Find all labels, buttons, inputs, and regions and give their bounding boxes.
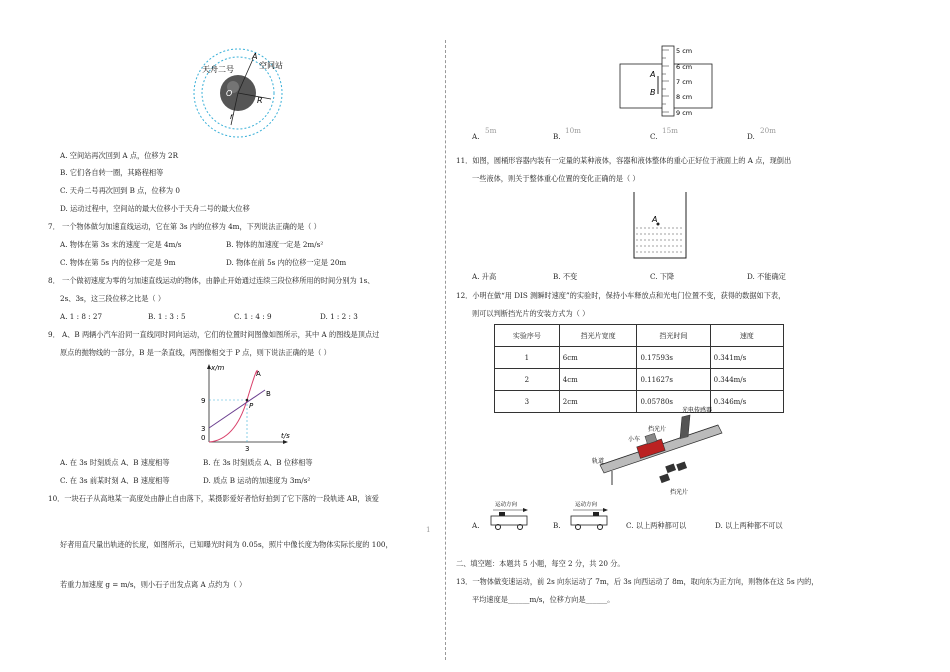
q9-option-b: B. 在 3s 时刻质点 A、B 位移相等: [203, 458, 313, 467]
q6-option-a: A. 空间站再次回到 A 点，位移为 2R: [60, 151, 179, 160]
q11-option-a: A. 升高: [472, 272, 497, 281]
graph-y3: 3: [201, 425, 206, 433]
q13-stem-2: 平均速度是______m/s，位移方向是______。: [472, 595, 615, 604]
ruler-8cm: 8 cm: [676, 93, 693, 101]
apparatus-figure: [590, 403, 730, 498]
table-header: 实验序号: [495, 325, 560, 347]
q12-option-d: D. 以上两种都不可以: [715, 521, 783, 530]
table-cell: 4cm: [559, 369, 637, 391]
table-header: 挡光片宽度: [559, 325, 637, 347]
q8-option-c: C. 1 : 4 : 9: [234, 312, 272, 321]
ruler-5cm: 5 cm: [676, 47, 693, 55]
car-option-a: [485, 500, 535, 532]
q10-option-c-value: 15m: [662, 126, 678, 135]
orbit-figure: [185, 45, 295, 155]
apparatus-flags2-label: 挡光片: [670, 489, 689, 496]
table-row: [495, 369, 784, 391]
q8-option-a: A. 1 : 8 : 27: [60, 312, 103, 321]
q9-option-a: A. 在 3s 时刻质点 A、B 速度相等: [60, 458, 170, 467]
graph-x3: 3: [245, 445, 250, 453]
ruler-6cm: 6 cm: [676, 63, 693, 71]
table-cell: 2: [495, 369, 560, 391]
data-table: [494, 324, 784, 413]
ruler-figure: [618, 44, 718, 120]
q12-option-c: C. 以上两种都可以: [626, 521, 687, 530]
page-divider: [445, 40, 446, 660]
graph-a: A: [256, 370, 261, 378]
q10-stem: 10．一块石子从高地某一高度处由静止自由落下，某摄影爱好者恰好拍到了它下落的一段轨迹 AB，该爱: [48, 494, 379, 503]
fig-label-a: A: [252, 52, 258, 61]
fig-label-o: O: [226, 89, 233, 98]
apparatus-car-label: 小车: [628, 436, 641, 443]
table-cell: 0.341m/s: [710, 347, 783, 369]
q10-fraction-numerator: 1: [426, 525, 431, 534]
table-header: 速度: [710, 325, 783, 347]
table-cell: 0.346m/s: [710, 391, 783, 413]
fig-label-ship: 天舟二号: [202, 65, 234, 74]
q10-stem-2: 好者用直尺量出轨迹的长度，如图所示，已知曝光时间为 0.05s，照片中像长度为物体实际长度的 100，: [60, 540, 393, 549]
q11-option-b: B. 不变: [553, 272, 578, 281]
q7-option-b: B. 物体的加速度一定是 2m/s²: [226, 240, 324, 249]
graph-origin: 0: [201, 434, 206, 442]
section-2-heading: 二、填空题：本题共 5 小题，每空 2 分，共 20 分。: [456, 559, 625, 568]
container-label-a: A: [652, 215, 658, 224]
fig-label-r-small: r: [230, 112, 234, 121]
table-cell: 0.11627s: [637, 369, 710, 391]
q10-option-b-value: 10m: [565, 126, 581, 135]
container-figure: [632, 190, 688, 262]
q9-stem: 9． A、B 两辆小汽车沿同一直线同时同向运动，它们的位置时间图像如图所示，其中 A 的图线是顶点过: [48, 330, 380, 339]
apparatus-flag-label: 挡光片: [648, 426, 667, 433]
table-cell: 0.344m/s: [710, 369, 783, 391]
car-a-direction: 运动方向: [495, 502, 518, 508]
table-cell: 2cm: [559, 391, 637, 413]
q7-option-c: C. 物体在第 5s 内的位移一定是 9m: [60, 258, 176, 267]
q10-option-d-value: 20m: [760, 126, 776, 135]
q11-stem-2: 一些液体，则关于整体重心位置的变化正确的是（ ）: [472, 174, 640, 183]
q6-option-c: C. 天舟二号再次回到 B 点，位移为 0: [60, 186, 180, 195]
car-option-b: [565, 500, 615, 532]
fig-label-station: 空间站: [259, 61, 283, 70]
ruler-7cm: 7 cm: [676, 78, 693, 86]
q12-stem-2: 则可以判断挡光片的安装方式为（ ）: [472, 309, 590, 318]
table-cell: 0.17593s: [637, 347, 710, 369]
q11-option-d: D. 不能确定: [747, 272, 786, 281]
q10-option-b: B.: [553, 132, 561, 141]
q10-stem-3: 若重力加速度 g = m/s，则小石子出发点离 A 点约为（ ）: [60, 580, 247, 589]
q6-option-d: D. 运动过程中，空间站的最大位移小于天舟二号的最大位移: [60, 204, 250, 213]
q10-option-a-value: 5m: [485, 126, 497, 135]
q12-option-a: A.: [472, 521, 480, 530]
q9-option-c: C. 在 3s 前某时刻 A、B 速度相等: [60, 476, 170, 485]
q7-option-d: D. 物体在前 5s 内的位移一定是 20m: [226, 258, 347, 267]
table-cell: 3: [495, 391, 560, 413]
graph-b: B: [266, 390, 271, 398]
graph-y9: 9: [201, 397, 206, 405]
table-cell: 0.05780s: [637, 391, 710, 413]
fig-label-r-big: R: [257, 96, 263, 105]
graph-p: P: [249, 402, 254, 410]
ruler-label-a: A: [650, 70, 656, 79]
q10-option-d: D.: [747, 132, 755, 141]
q8-stem: 8． 一个做初速度为零的匀加速直线运动的物体，由静止开始通过连续三段位移所用的时间分别为 1s、: [48, 276, 375, 285]
q7-stem: 7． 一个物体做匀加速直线运动，它在第 3s 内的位移为 4m，下列说法正确的是（ ）: [48, 222, 321, 231]
apparatus-sensor-label: 光电传感器: [682, 407, 713, 414]
q8-stem-2: 2s、3s，这三段位移之比是（ ）: [60, 294, 166, 303]
q9-stem-2: 原点的抛物线的一部分，B 是一条直线，两图像相交于 P 点，则下说法正确的是（ ）: [60, 348, 331, 357]
q10-option-a: A.: [472, 132, 480, 141]
table-cell: 1: [495, 347, 560, 369]
table-cell: 6cm: [559, 347, 637, 369]
q12-stem: 12．小明在做“用 DIS 测瞬时速度”的实验时，保持小车释放点和光电门位置不变，获得的数据如下表，: [456, 291, 786, 300]
q11-stem: 11．如图，圆桶形容器内装有一定量的某种液体，容器和液体整体的重心正好位于液面上的 A 点，现倒出: [456, 156, 792, 165]
table-header: 挡光时间: [637, 325, 710, 347]
q9-option-d: D. 质点 B 运动的加速度为 3m/s²: [203, 476, 311, 485]
table-row: [495, 347, 784, 369]
ruler-label-b: B: [650, 88, 656, 97]
q6-option-b: B. 它们各自转一圈，其路程相等: [60, 168, 164, 177]
q10-option-c: C.: [650, 132, 658, 141]
xt-graph: [195, 362, 305, 452]
apparatus-track-label: 轨道: [592, 458, 605, 465]
q8-option-d: D. 1 : 2 : 3: [320, 312, 358, 321]
car-b-direction: 运动方向: [575, 502, 598, 508]
table-header-row: [495, 325, 784, 347]
q11-option-c: C. 下降: [650, 272, 675, 281]
graph-ylabel: x/m: [211, 364, 225, 372]
q12-option-b: B.: [553, 521, 561, 530]
ruler-9cm: 9 cm: [676, 109, 693, 117]
q8-option-b: B. 1 : 3 : 5: [148, 312, 186, 321]
q7-option-a: A. 物体在第 3s 末的速度一定是 4m/s: [60, 240, 182, 249]
q13-stem: 13．一物体做变速运动，前 2s 向东运动了 7m，后 3s 向西运动了 8m，取向东为正方向，则物体在这 5s 内的，: [456, 577, 819, 586]
graph-xlabel: t/s: [281, 432, 290, 440]
